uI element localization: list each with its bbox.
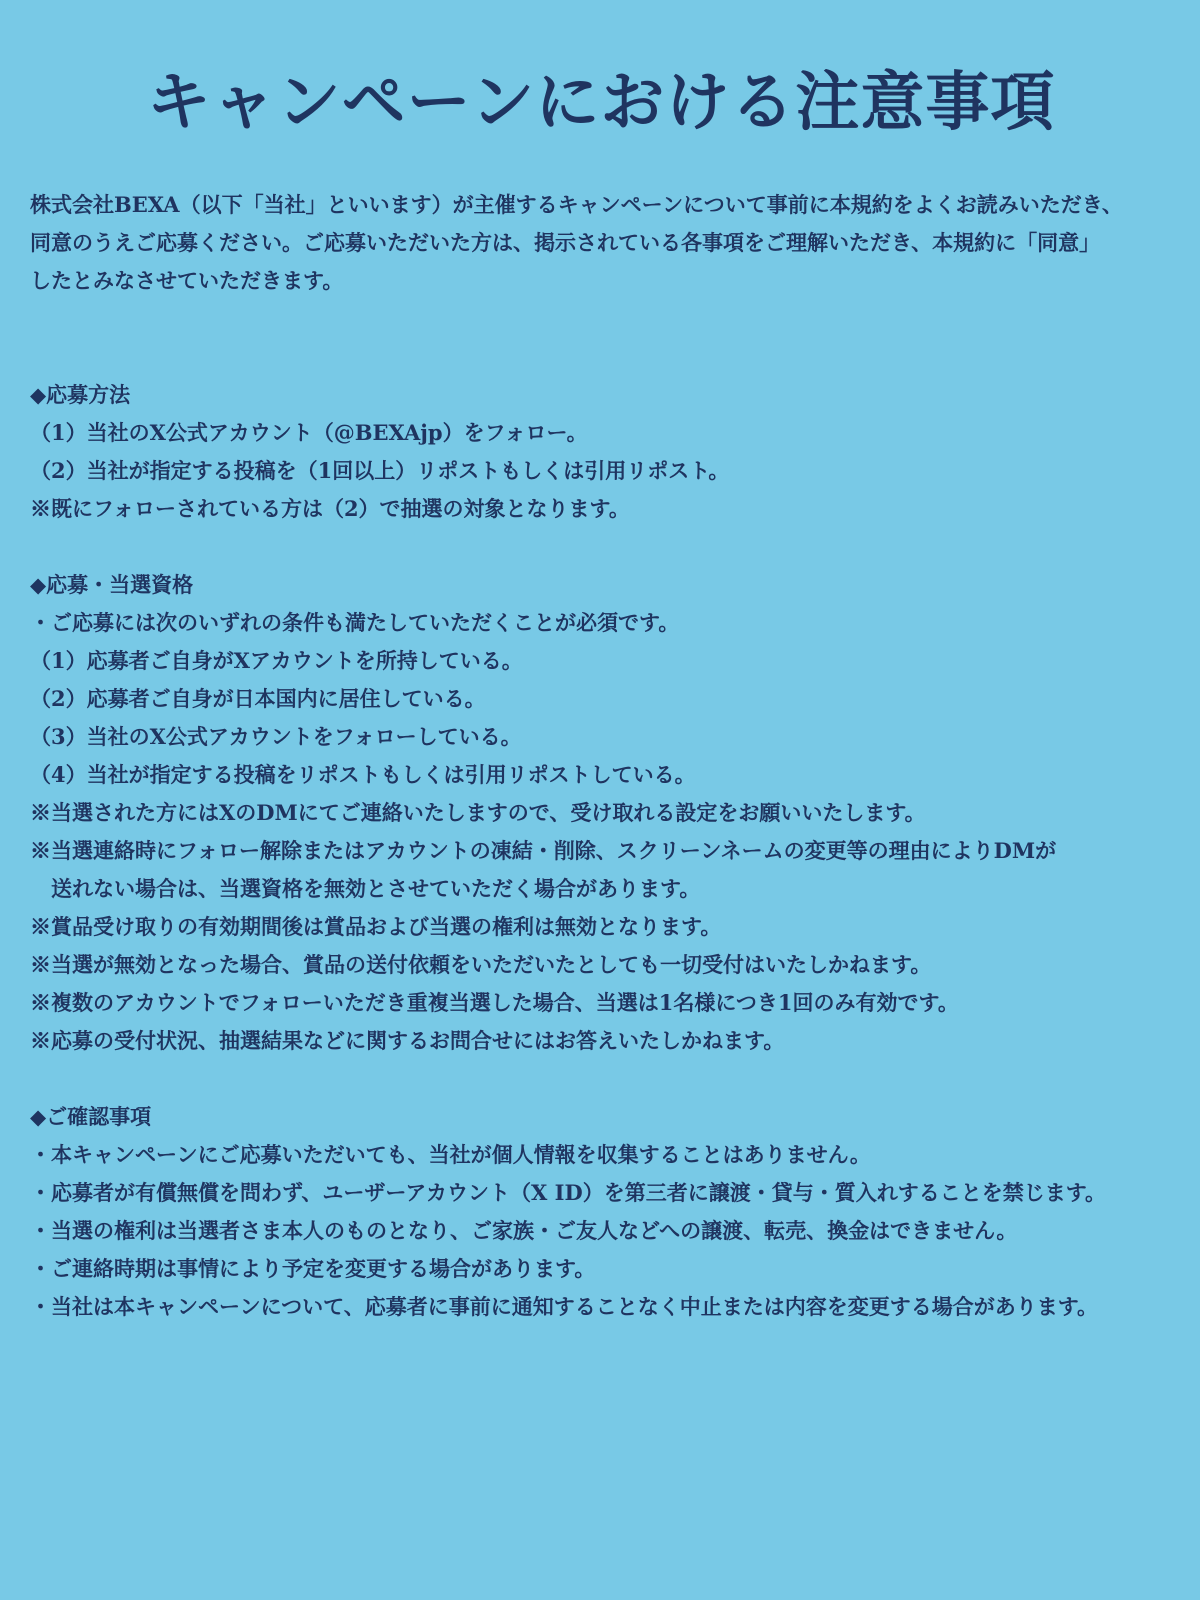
section-line: ・当社は本キャンペーンについて、応募者に事前に通知することなく中止または内容を変更する場合があります。 [30, 1294, 1099, 1319]
section-line: ・ご連絡時期は事情により予定を変更する場合があります。 [30, 1256, 596, 1281]
section-line: （2）当社が指定する投稿を（1回以上）リポストもしくは引用リポスト。 [30, 458, 730, 483]
section-line: ・ご応募には次のいずれの条件も満たしていただくことが必須です。 [30, 610, 680, 635]
section-line: ※当選された方にはXのDMにてご連絡いたしますので、受け取れる設定をお願いいたします。 [30, 800, 926, 825]
section-line: ・応募者が有償無償を問わず、ユーザーアカウント（X ID）を第三者に譲渡・貸与・質入れすることを禁じます。 [30, 1180, 1107, 1205]
intro-paragraph [30, 186, 1172, 300]
section-line: ※当選連絡時にフォロー解除またはアカウントの凍結・削除、スクリーンネームの変更等の理由によりDMが [30, 838, 1057, 863]
section-line: ※応募の受付状況、抽選結果などに関するお問合せにはお答えいたしかねます。 [30, 1028, 785, 1053]
section-line: （3）当社のX公式アカウントをフォローしている。 [30, 724, 522, 749]
section-heading: ◆ご確認事項 [30, 1104, 152, 1129]
page-title: キャンペーンにおける注意事項 [146, 65, 1056, 140]
intro-line: 株式会社BEXA（以下「当社」といいます）が主催するキャンペーンについて事前に本規約をよくお読みいただき、 [30, 192, 1123, 217]
section-line: ※複数のアカウントでフォローいただき重複当選した場合、当選は1名様につき1回のみ有効です。 [30, 990, 959, 1015]
section-line: （1）応募者ご自身がXアカウントを所持している。 [30, 648, 523, 673]
section-confirmation [30, 1098, 1172, 1326]
section-line: ※当選が無効となった場合、賞品の送付依頼をいただいたとしても一切受付はいたしかねます。 [30, 952, 932, 977]
section-line: （1）当社のX公式アカウント（@BEXAjp）をフォロー。 [30, 420, 588, 445]
section-heading: ◆応募方法 [30, 382, 131, 407]
section-line: ・本キャンペーンにご応募いただいても、当社が個人情報を収集することはありません。 [30, 1142, 871, 1167]
section-line: （2）応募者ご自身が日本国内に居住している。 [30, 686, 486, 711]
section-application-method [30, 376, 1172, 528]
section-line: ※既にフォローされている方は（2）で抽選の対象となります。 [30, 496, 630, 521]
section-line: 送れない場合は、当選資格を無効とさせていただく場合があります。 [51, 876, 701, 901]
section-line: ※賞品受け取りの有効期間後は賞品および当選の権利は無効となります。 [30, 914, 722, 939]
section-heading: ◆応募・当選資格 [30, 572, 194, 597]
section-line: ・当選の権利は当選者さま本人のものとなり、ご家族・ご友人などへの譲渡、転売、換金はできません。 [30, 1218, 1018, 1243]
section-line: （4）当社が指定する投稿をリポストもしくは引用リポストしている。 [30, 762, 696, 787]
intro-line: したとみなさせていただきます。 [30, 268, 344, 293]
intro-line: 同意のうえご応募ください。ご応募いただいた方は、掲示されている各事項をご理解いただき、本規約に「同意」 [30, 230, 1101, 255]
section-eligibility [30, 566, 1172, 1060]
